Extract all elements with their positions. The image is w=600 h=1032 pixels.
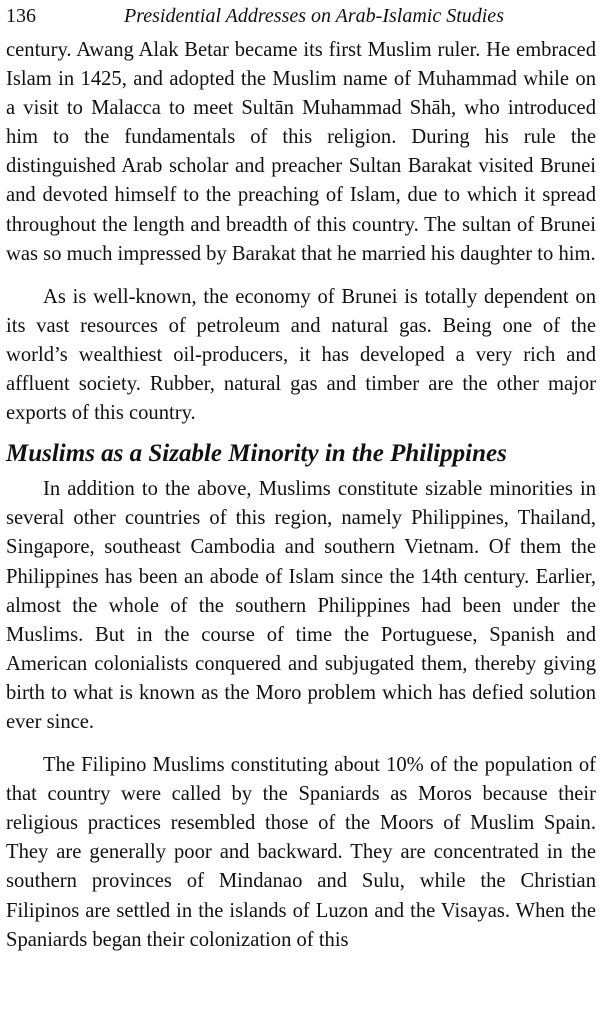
- paragraph-brunei-economy: As is well-known, the economy of Brunei is totally dependent on its vast resources of petroleum and natural gas. Being one of the world’s wealthiest oil-producers, it has developed a very rich and affluent society. Rubber, natural gas and timber are the other major exports of this country.: [6, 285, 596, 425]
- paragraph-filipino-muslims: The Filipino Muslims constituting about 10% of the population of that country were called by the Spaniards as Moros because their religious practices resembled those of the Moors of Muslim Spain. They are generally poor and backward. They are concentrated in the southern provinces of Mindanao and Sulu, while the Christian Filipinos are settled in the islands of Luzon and the Visayas. When the Spaniards began their colonization of this: [6, 754, 596, 951]
- running-header: [6, 0, 596, 36]
- paragraph-continuation: century. Awang Alak Betar became its first Muslim ruler. He embraced Islam in 1425, and adopted the Muslim name of Muhammad while on a visit to Malacca to meet Sultān Muhammad Shāh, who introduced him to the fundamentals of this religion. During his rule the distinguished Arab scholar and preacher Sultan Barakat visited Brunei and devoted himself to the preaching of Islam, due to which it spread throughout the length and breadth of this country. The sultan of Brunei was so much impressed by Barakat that he married his daughter to him.: [6, 39, 596, 265]
- section-heading: Muslims as a Sizable Minority in the Philippines: [6, 440, 507, 468]
- page-number: 136: [6, 5, 36, 27]
- paragraph-muslim-minorities: In addition to the above, Muslims constitute sizable minorities in several other countries of this region, namely Philippines, Thailand, Singapore, southeast Cambodia and southern Vietnam. Of them the Philippines has been an abode of Islam since the 14th century. Earlier, almost the whole of the southern Philippines had been under the Muslims. But in the course of time the Portuguese, Spanish and American colonialists conquered and subjugated them, thereby giving birth to what is known as the Moro problem which has defied solution ever since.: [6, 478, 596, 733]
- running-title: Presidential Addresses on Arab-Islamic Studies: [124, 5, 504, 27]
- page-body: [6, 36, 596, 955]
